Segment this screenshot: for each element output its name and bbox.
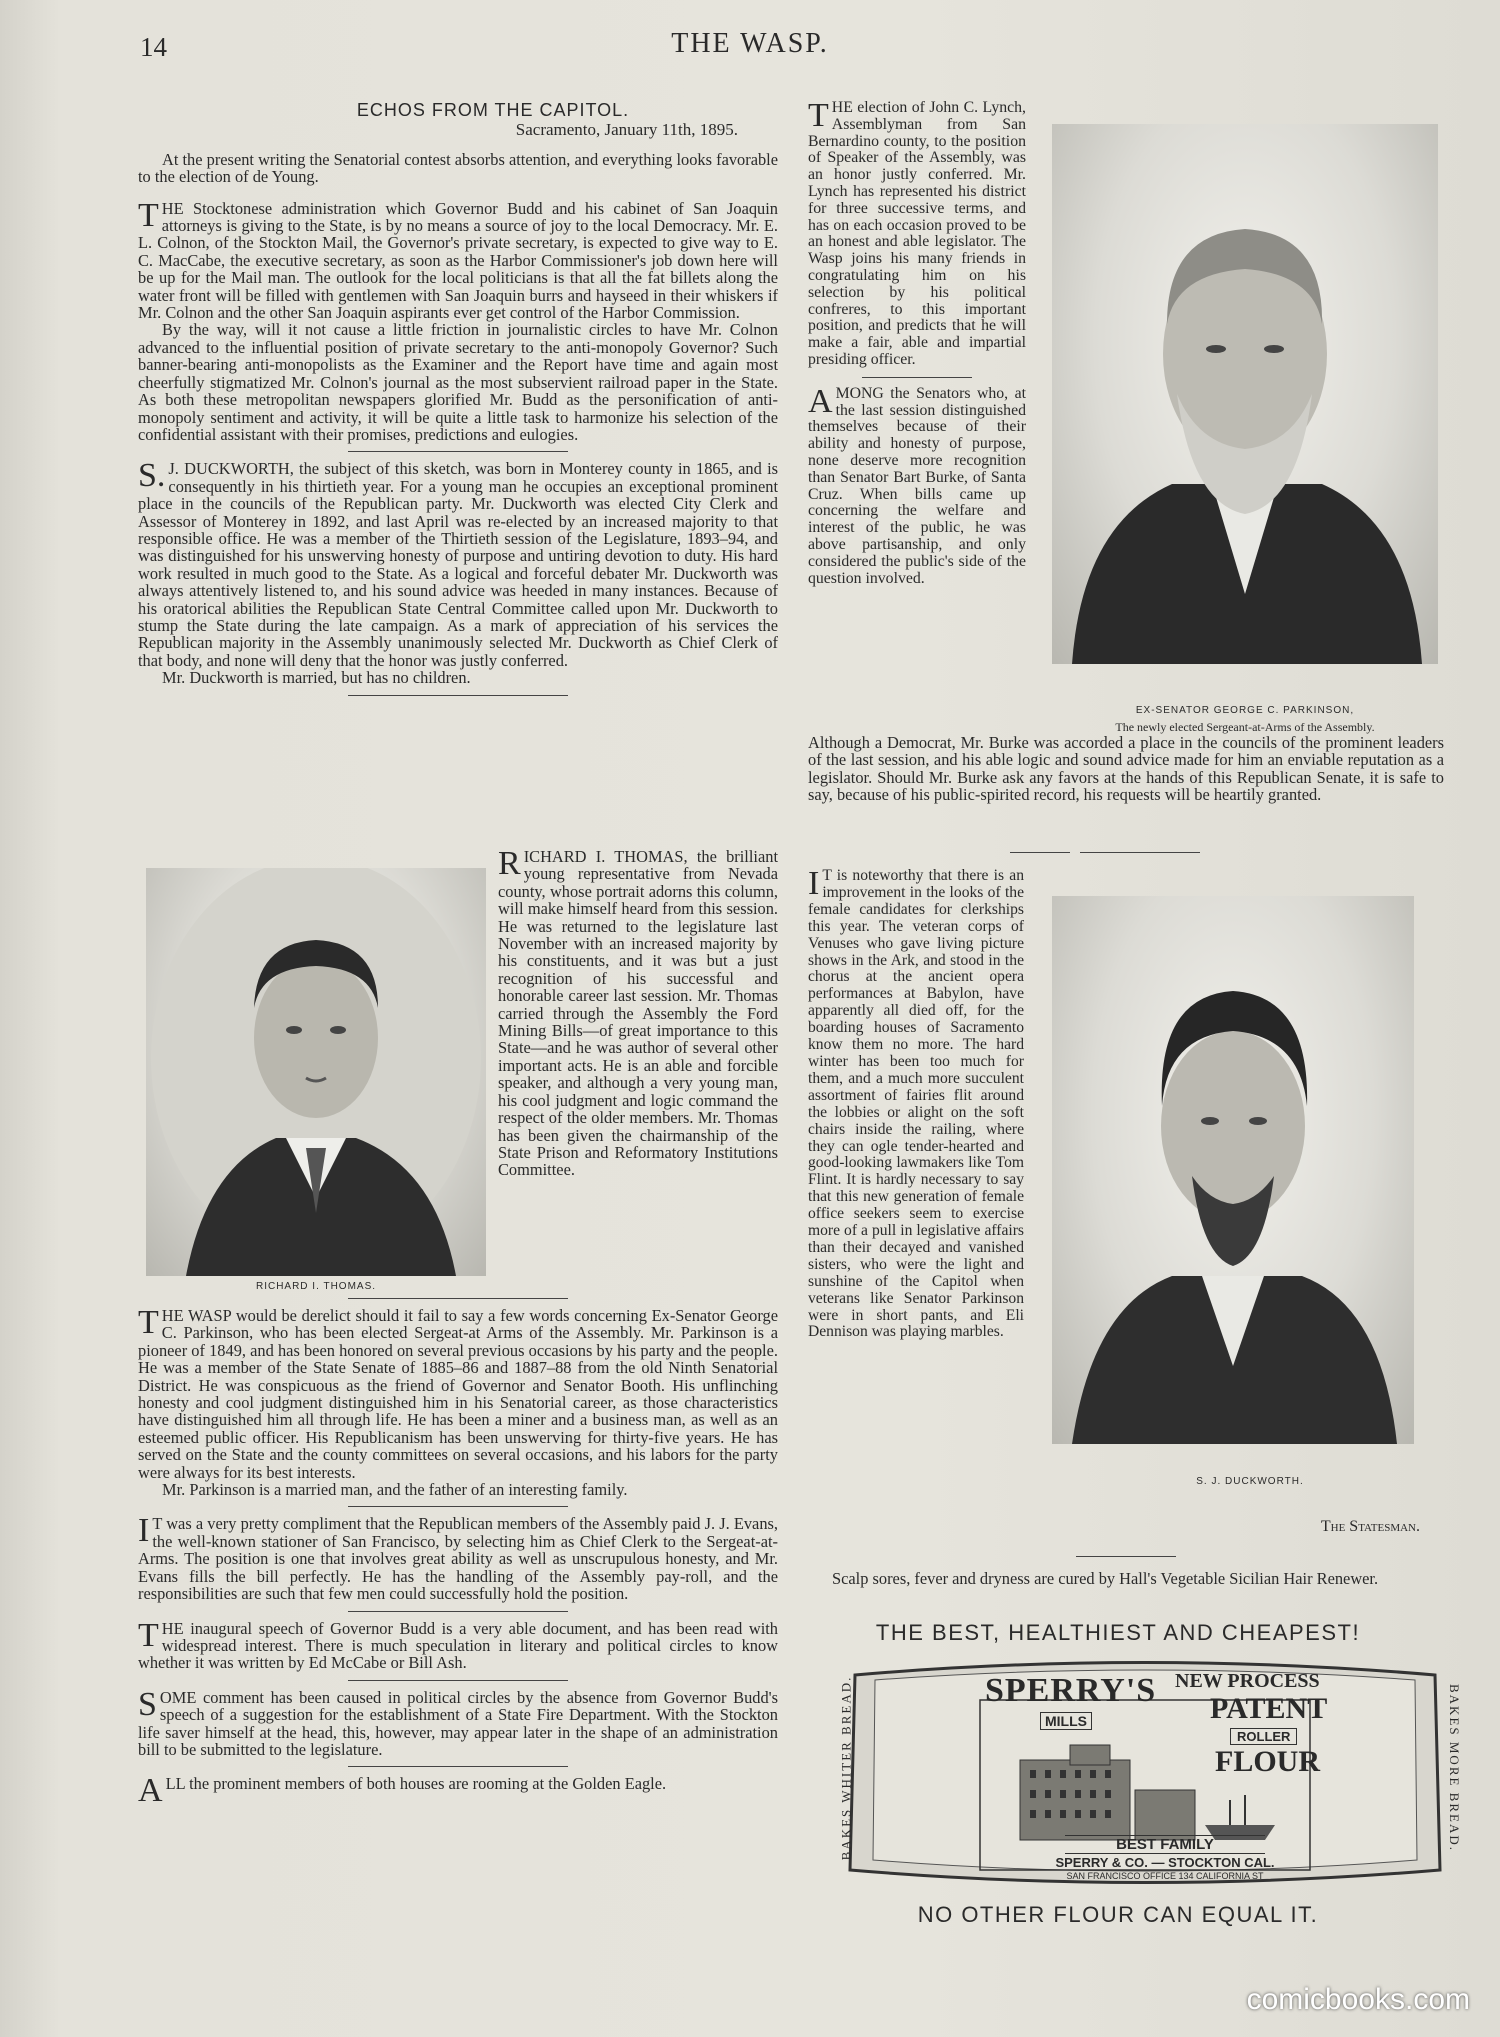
divider <box>1010 852 1070 853</box>
venuses-column <box>808 865 1024 1341</box>
parkinson-caption: EX-SENATOR GEORGE C. PARKINSON, <box>1135 705 1355 716</box>
thomas-caption: RICHARD I. THOMAS. <box>255 1281 377 1292</box>
divider <box>348 1680 568 1681</box>
watermark: comicbooks.com <box>1246 1983 1470 2016</box>
burke-paragraph: AMONG the Senators who, at the last session distinguished themselves because of their ability and honesty of purpose, none deserve more recognition than Senator Bart Burke, of Santa Cruz. When bills came up concerning the welfare and interest of the public, he was above partisanship, and only considered the public's side of the question involved. <box>808 382 1026 587</box>
venuses-paragraph: IT is noteworthy that there is an improvement in the looks of the female candidates for clerkships this year. The veteran corps of Venuses who gave living picture shows in the Ark, and stood in the chorus at the ancient opera performances at Babylon, have apparently all died off, for the boarding houses of Sacramento know them no more. The hard winter has been too much for them, and a much more succulent assortment of fairies flit around the lobbies or alight on the soft chairs inside the railing, where they can ogle tender-hearted and good-looking lawmakers like Tom Flint. It is hardly necessary to say that this new generation of female office seekers seem to exercise more of a pull in legislative affairs than their decayed and vanished sisters, who were the light and sunshine of the Capitol when veterans like Senator Parkinson were in short pants, and Eli Dennison was playing marbles. <box>808 865 1024 1341</box>
masthead-title: THE WASP. <box>671 28 829 59</box>
ad-mills: MILLS <box>1040 1712 1092 1730</box>
left-column <box>138 102 778 704</box>
sj-duckworth-portrait <box>1052 896 1414 1444</box>
colnon-paragraph: By the way, will it not cause a little friction in journalistic circles to have Mr. Colnon advanced to the influential position of private secretary to the anti-monopoly Governor? Such banner-bearing anti-monopolists as the Examiner and the Report have time and again most cheerfully stigmatized Mr. Colnon's journal as the most subservient railroad paper in the State. As both these metropolitan newspapers glorified Mr. Budd as the personification of anti-monopoly sentiment and activity, it will be quite a little task to harmonize his selection of the confidential assistant with their promises, predictions and eulogies. <box>138 320 778 444</box>
ad-right-side: BAKES MORE BREAD. <box>1447 1684 1462 1852</box>
divider <box>348 695 568 696</box>
headline: ECHOS FROM THE CAPITOL. <box>356 100 630 120</box>
dateline: Sacramento, January 11th, 1895. <box>515 120 738 140</box>
page-number: 14 <box>140 32 167 62</box>
burke-continued-paragraph: Although a Democrat, Mr. Burke was accorded a place in the councils of the prominent leaders of the last session, and his able logic and sound advice made for him an enviable reputation as a legislator. Should Mr. Burke ask any favors at the hands of this Republican Senate, it is safe to say, because of his public-spirited record, his requests will be heartily granted. <box>808 733 1444 805</box>
ad-best-family: BEST FAMILY <box>1065 1835 1265 1854</box>
ad-headline: THE BEST, HEALTHIEST AND CHEAPEST! <box>875 1620 1361 1645</box>
divider <box>348 1766 568 1767</box>
parkinson-paragraph: THE WASP would be derelict should it fail to say a few words concerning Ex-Senator George C. Parkinson, who has been elected Sergeat-at Arms of the Assembly. Mr. Parkinson is a pioneer of 1849, and has been honored on several previous occasions by his party and the people. He was a member of the State Senate of 1885–86 and 1887–88 from the old Ninth Senatorial District. He was conspicuous as the friend of Governor and Senator Booth. His unflinching honesty and cool judgment distinguished him in his Senatorial career, as those characteristics have distinguished him all through life. He has been a miner and a business man, as well as an esteemed public officer. His Republicanism has been unswerving for thirty-five years. He has served on the State and the county committees on several occasions, and his labors for the party were always for its best interests. <box>138 1304 778 1482</box>
lynch-column <box>808 97 1026 587</box>
ad-company: SPERRY & CO. — STOCKTON CAL. <box>1055 1855 1275 1870</box>
scalp-ad-text <box>808 1570 1444 1587</box>
parkinson-caption-sub: The newly elected Sergeant-at-Arms of the Assembly. <box>1115 720 1375 734</box>
left-column-lower <box>138 1290 778 1810</box>
ad-footer: NO OTHER FLOUR CAN EQUAL IT. <box>917 1902 1319 1927</box>
scalp-paragraph: Scalp sores, fever and dryness are cured by Hall's Vegetable Sicilian Hair Renewer. <box>832 1569 1379 1588</box>
george-parkinson-portrait <box>1052 124 1438 664</box>
inaugural-paragraph: THE inaugural speech of Governor Budd is a very able document, and has been read with widespread interest. There is much speculation in literary and political circles to know whether it was written by Ed McCabe or Bill Ash. <box>138 1616 778 1673</box>
golden-eagle-paragraph: ALL the prominent members of both houses are rooming at the Golden Eagle. <box>138 1772 667 1810</box>
evans-paragraph: IT was a very pretty compliment that the Republican members of the Assembly paid J. J. Evans, the well-known stationer of San Francisco, by selecting him as Chief Clerk to the Sergeat-at-Arms. The position is one that involves great ability as well as unscrupulous honesty, and Mr. Evans fills the bill perfectly. He has the handling of the Assembly pay-roll, and the responsibilities are such that few men could successfully hold the position. <box>138 1512 778 1604</box>
duckworth-paragraph: S.J. DUCKWORTH, the subject of this sketch, was born in Monterey county in 1865, and is consequently in his thirtieth year. For a young man he occupies an exceptional prominent place in the councils of the Republican party. Mr. Duckworth was elected City Clerk and Assessor of Monterey in 1892, and last April was re-elected by an increased majority to that responsible office. He was a member of the Thirtieth session of the Legislature, 1893–94, and was distinguished for his unswerving honesty of purpose and untiring devotion to duty. His hard work resulted in much good to the State. As a logical and forceful debater Mr. Duckworth was always attentively listened to, and his sound advice was heeded in many instances. Because of his oratorical abilities the Republican State Central Committee called upon Mr. Duckworth to stump the State during the late campaign. As a mark of appreciation of his services the Republican majority in the Assembly unanimously selected Mr. Duckworth as Chief Clerk of that body, and none will deny that the honor was justly conferred. <box>138 457 778 670</box>
divider <box>348 1298 568 1299</box>
duckworth-caption: S. J. DUCKWORTH. <box>1196 1476 1304 1487</box>
signature: The Statesman. <box>1320 1518 1420 1535</box>
ad-brand: SPERRY'S <box>985 1672 1157 1709</box>
fire-dept-paragraph: SOME comment has been caused in political circles by the absence from Governor Budd's speech of a suggestion for the establishment of a State Fire Department. With the Stockton life saver himself at the head, this, however, may appear later in the shape of an administration bill to be submitted to the legislature. <box>138 1685 778 1759</box>
thomas-column <box>498 845 778 1180</box>
thomas-paragraph: RICHARD I. THOMAS, the brilliant young representative from Nevada county, whose portrait adorns this column, will make himself heard from this session. He was returned to the legislature last November with an increased majority by his constituents, and it was but a just recognition of his successful and honorable career last session. Mr. Thomas carried through the Assembly the Ford Mining Bills—of great importance to this State—and he was author of several other important acts. He is an able and forcible speaker, and although a very young man, his cool judgment and logic command the respect of the older members. Mr. Thomas has been given the chairmanship of the State Prison and Reformatory Institutions Committee. <box>498 845 778 1180</box>
divider <box>1076 1556 1176 1557</box>
richard-thomas-portrait <box>146 868 486 1276</box>
divider <box>862 377 972 378</box>
lynch-paragraph: THE election of John C. Lynch, Assemblyman from San Bernardino county, to the position of Speaker of the Assembly, was an honor justly conferred. Mr. Lynch has represented his district for three successive terms, and has on each occasion proved to be an honest and able legislator. The Wasp joins his many friends in congratulating him on his selection by his political confreres, to this important position, and predicts that he will make a fair, able and impartial presiding officer. <box>808 97 1026 368</box>
ad-office: SAN FRANCISCO OFFICE 134 CALIFORNIA ST <box>1066 1871 1264 1881</box>
divider <box>348 451 568 452</box>
duckworth-married: Mr. Duckworth is married, but has no children. <box>162 668 471 688</box>
ad-left-side: BAKES WHITER BREAD. <box>838 1675 854 1861</box>
divider <box>348 1611 568 1612</box>
ad-patent: PATENT <box>1210 1692 1328 1725</box>
ad-flour: FLOUR <box>1215 1745 1320 1778</box>
intro-paragraph: At the present writing the Senatorial contest absorbs attention, and everything looks favorable to the election of de Young. <box>138 149 778 187</box>
divider <box>1080 852 1200 853</box>
parkinson-family: Mr. Parkinson is a married man, and the father of an interesting family. <box>162 1480 628 1500</box>
ad-roller: ROLLER <box>1230 1728 1297 1745</box>
divider <box>348 1506 568 1507</box>
ad-new-process: NEW PROCESS <box>1175 1670 1320 1692</box>
burke-continued <box>808 734 1444 804</box>
budd-paragraph: THE Stocktonese administration which Governor Budd and his cabinet of San Joaquin attorneys is giving to the State, is by no means a source of joy to the local Democracy. Mr. E. L. Colnon, of the Stockton Mail, the Governor's private secretary, is expected to give way to E. C. MacCabe, the executive secretary, as soon as the Harbor Commissioner's job down here will be up for the Mail man. The outlook for the local politicians is that all the fat billets along the water front will be filled with gentlemen with San Joaquin burrs and hayseed in their whiskers if Mr. Colnon and the other San Joaquin aspirants ever get control of the Harbor Commission. <box>138 196 778 323</box>
